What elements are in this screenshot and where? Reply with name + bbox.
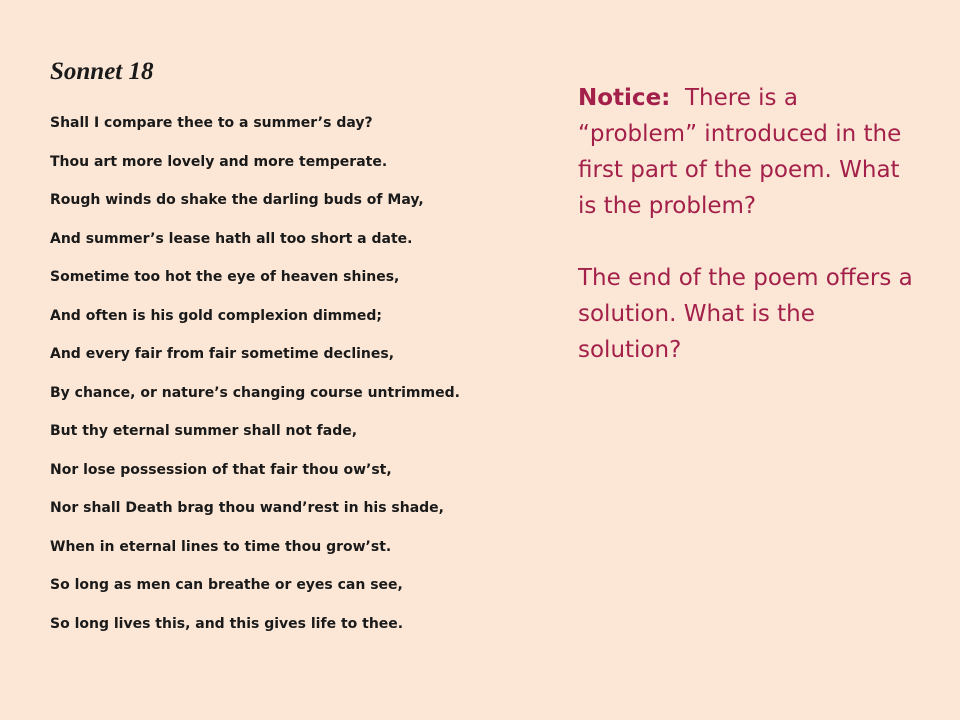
poem-title: Sonnet 18 (50, 58, 154, 85)
poem-line: Nor shall Death brag thou wand’rest in his shade, (50, 500, 444, 516)
poem-lines (50, 112, 460, 651)
poem-line: So long as men can breathe or eyes can see, (50, 577, 403, 593)
notice-label: Notice: (578, 85, 671, 111)
poem-line: Rough winds do shake the darling buds of May, (50, 192, 424, 208)
paragraph-gap (578, 224, 918, 260)
notice-text: There is a “problem” introduced in the first part of the poem. What is the problem? (578, 85, 909, 219)
notice-paragraph (578, 80, 918, 224)
poem-line: And every fair from fair sometime declines, (50, 346, 395, 362)
notes-panel (578, 80, 918, 368)
poem-line: Shall I compare thee to a summer’s day? (50, 115, 373, 131)
poem-line: When in eternal lines to time thou grow’st. (50, 538, 392, 555)
poem-line: Sometime too hot the eye of heaven shines, (50, 269, 400, 285)
poem-line: By chance, or nature’s changing course untrimmed. (50, 384, 460, 401)
poem-line: Nor lose possession of that fair thou ow’st, (50, 461, 392, 478)
poem-line: Thou art more lovely and more temperate. (50, 153, 388, 170)
poem-line: And summer’s lease hath all too short a date. (50, 230, 413, 247)
solution-paragraph: The end of the poem offers a solution. What is the solution? (578, 265, 913, 363)
poem-line: But thy eternal summer shall not fade, (50, 423, 358, 439)
poem-line: And often is his gold complexion dimmed; (50, 307, 382, 324)
poem-line: So long lives this, and this gives life to thee. (50, 615, 404, 632)
